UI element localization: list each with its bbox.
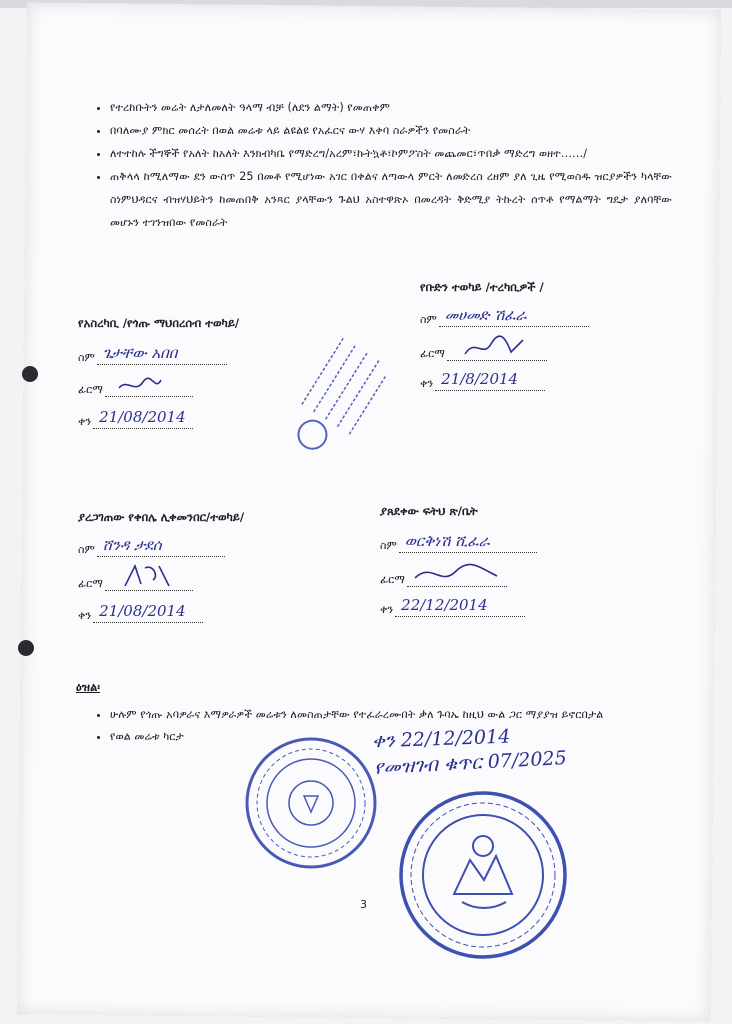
signature-field (380, 566, 507, 587)
name-label: ስም (78, 543, 95, 556)
official-stamp-rectangular (256, 330, 406, 480)
handwritten-name: ወርቅነሽ ሺፈራ (404, 532, 490, 550)
list-item: • የወል መሬቱ ካርታ (110, 726, 672, 748)
date-field (380, 596, 525, 617)
signature-field (420, 340, 547, 361)
date-label: ቀን (380, 603, 394, 616)
punch-hole-bottom (18, 640, 34, 656)
name-label: ስም (420, 313, 437, 326)
list-item: • ሁሉም የጎጡ አባዎራና እማዎራዎች መሬቱን ለመስጠታቸው የተፈራረሙበት ቃለ ጉባኤ ከዚህ ውል ጋር ማያያዝ ይኖርበታል (110, 704, 672, 726)
name-label: ስም (380, 539, 397, 552)
handwritten-name: ጌታቸው አበበ (102, 344, 178, 362)
name-label: ስም (78, 351, 95, 364)
handwritten-name: መሀመድ ሽፈራ (444, 306, 527, 324)
handwritten-date: 21/08/2014 (99, 408, 186, 426)
name-field (78, 344, 227, 365)
date-label: ቀን (78, 609, 92, 622)
section-heading-justice-office: ያጸደቀው ፍትህ ጽ/ቤት (380, 504, 478, 518)
name-field (380, 532, 537, 553)
round-official-stamp-right (392, 784, 574, 966)
handwritten-date-note: ቀን 22/12/2014 (371, 725, 511, 753)
section-heading-team-rep: የቡድን ተወካይ /ተረካቢዎች / (420, 280, 544, 294)
list-item: • በባለሙያ ምክር መሰረት በወል መሬቱ ላይ ልዩልዩ የአፈርና ውሃ እቀባ ስራዎችን የመስራት (110, 119, 672, 142)
signature-label: ፊርማ (380, 573, 405, 586)
date-field (420, 370, 545, 391)
list-item: • ጠቅላላ ከሚለማው ደን ውስጥ 25 በመቶ የሚሆነው አገር በቀልና ለጣውላ ምርት ለመድረስ ረዘም ያለ ጊዜ የሚወስዱ ዝርያዎችን ካላቸው ስነምህዳርና ብዝሃህይትን ከመጠበቅ አንጻር ያላቸውን ጉልህ አስተዋጽኦ በመረዳት ቅድሚያ ትኩረት ሰጥቶ የማልማት ግዴታ ያለባቸው መሆኑን ተገንዝበው የመስራት (110, 165, 672, 234)
name-field (420, 306, 589, 327)
punch-hole-top (22, 366, 38, 382)
date-label: ቀን (420, 377, 434, 390)
list-item: • ለተተከሉ ችግኞች የአለት ከአለት እንክብካቤ የማድረግ/አረም፣ኩትኳቶ፣ኮምፖስት መጨመር፣ጥበቃ ማድረግ ወዘተ……/ (110, 142, 672, 165)
name-field (78, 536, 225, 557)
handwritten-date: 22/12/2014 (401, 596, 488, 614)
appendix-title: ዕዝል፡ (76, 680, 100, 694)
list-item: • የተረከቡትን መሬት ለታለመለት ዓላማ ብቻ (ለደን ልማት) የመጠቀም (110, 96, 672, 119)
section-heading-kebele-chair: ያረጋገጠው የቀበሌ ሊቀመንበር/ተወካይ/ (78, 510, 245, 524)
signature-field (78, 376, 193, 397)
signature-scribble (115, 374, 165, 396)
date-field (78, 408, 193, 429)
date-field (78, 602, 203, 623)
handwritten-register-note: የመዝገብ ቁጥር 07/2025 (373, 746, 568, 780)
obligations-list (92, 96, 672, 234)
signature-label: ፊርማ (78, 577, 103, 590)
signature-scribble (411, 560, 501, 586)
signature-field (78, 570, 193, 591)
handwritten-name: ሸንዳ ታደሰ (102, 536, 162, 554)
signature-scribble (461, 334, 531, 360)
round-official-stamp-left (236, 728, 386, 878)
signature-label: ፊርማ (420, 347, 445, 360)
date-label: ቀን (78, 415, 92, 428)
page-number: 3 (360, 898, 367, 911)
section-heading-handover: የአስረካቢ /የጎጡ ማህበረሰብ ተወካይ/ (78, 316, 240, 330)
signature-label: ፊርማ (78, 383, 103, 396)
handwritten-date: 21/8/2014 (441, 370, 519, 388)
handwritten-date: 21/08/2014 (99, 602, 186, 620)
signature-scribble (119, 562, 179, 590)
